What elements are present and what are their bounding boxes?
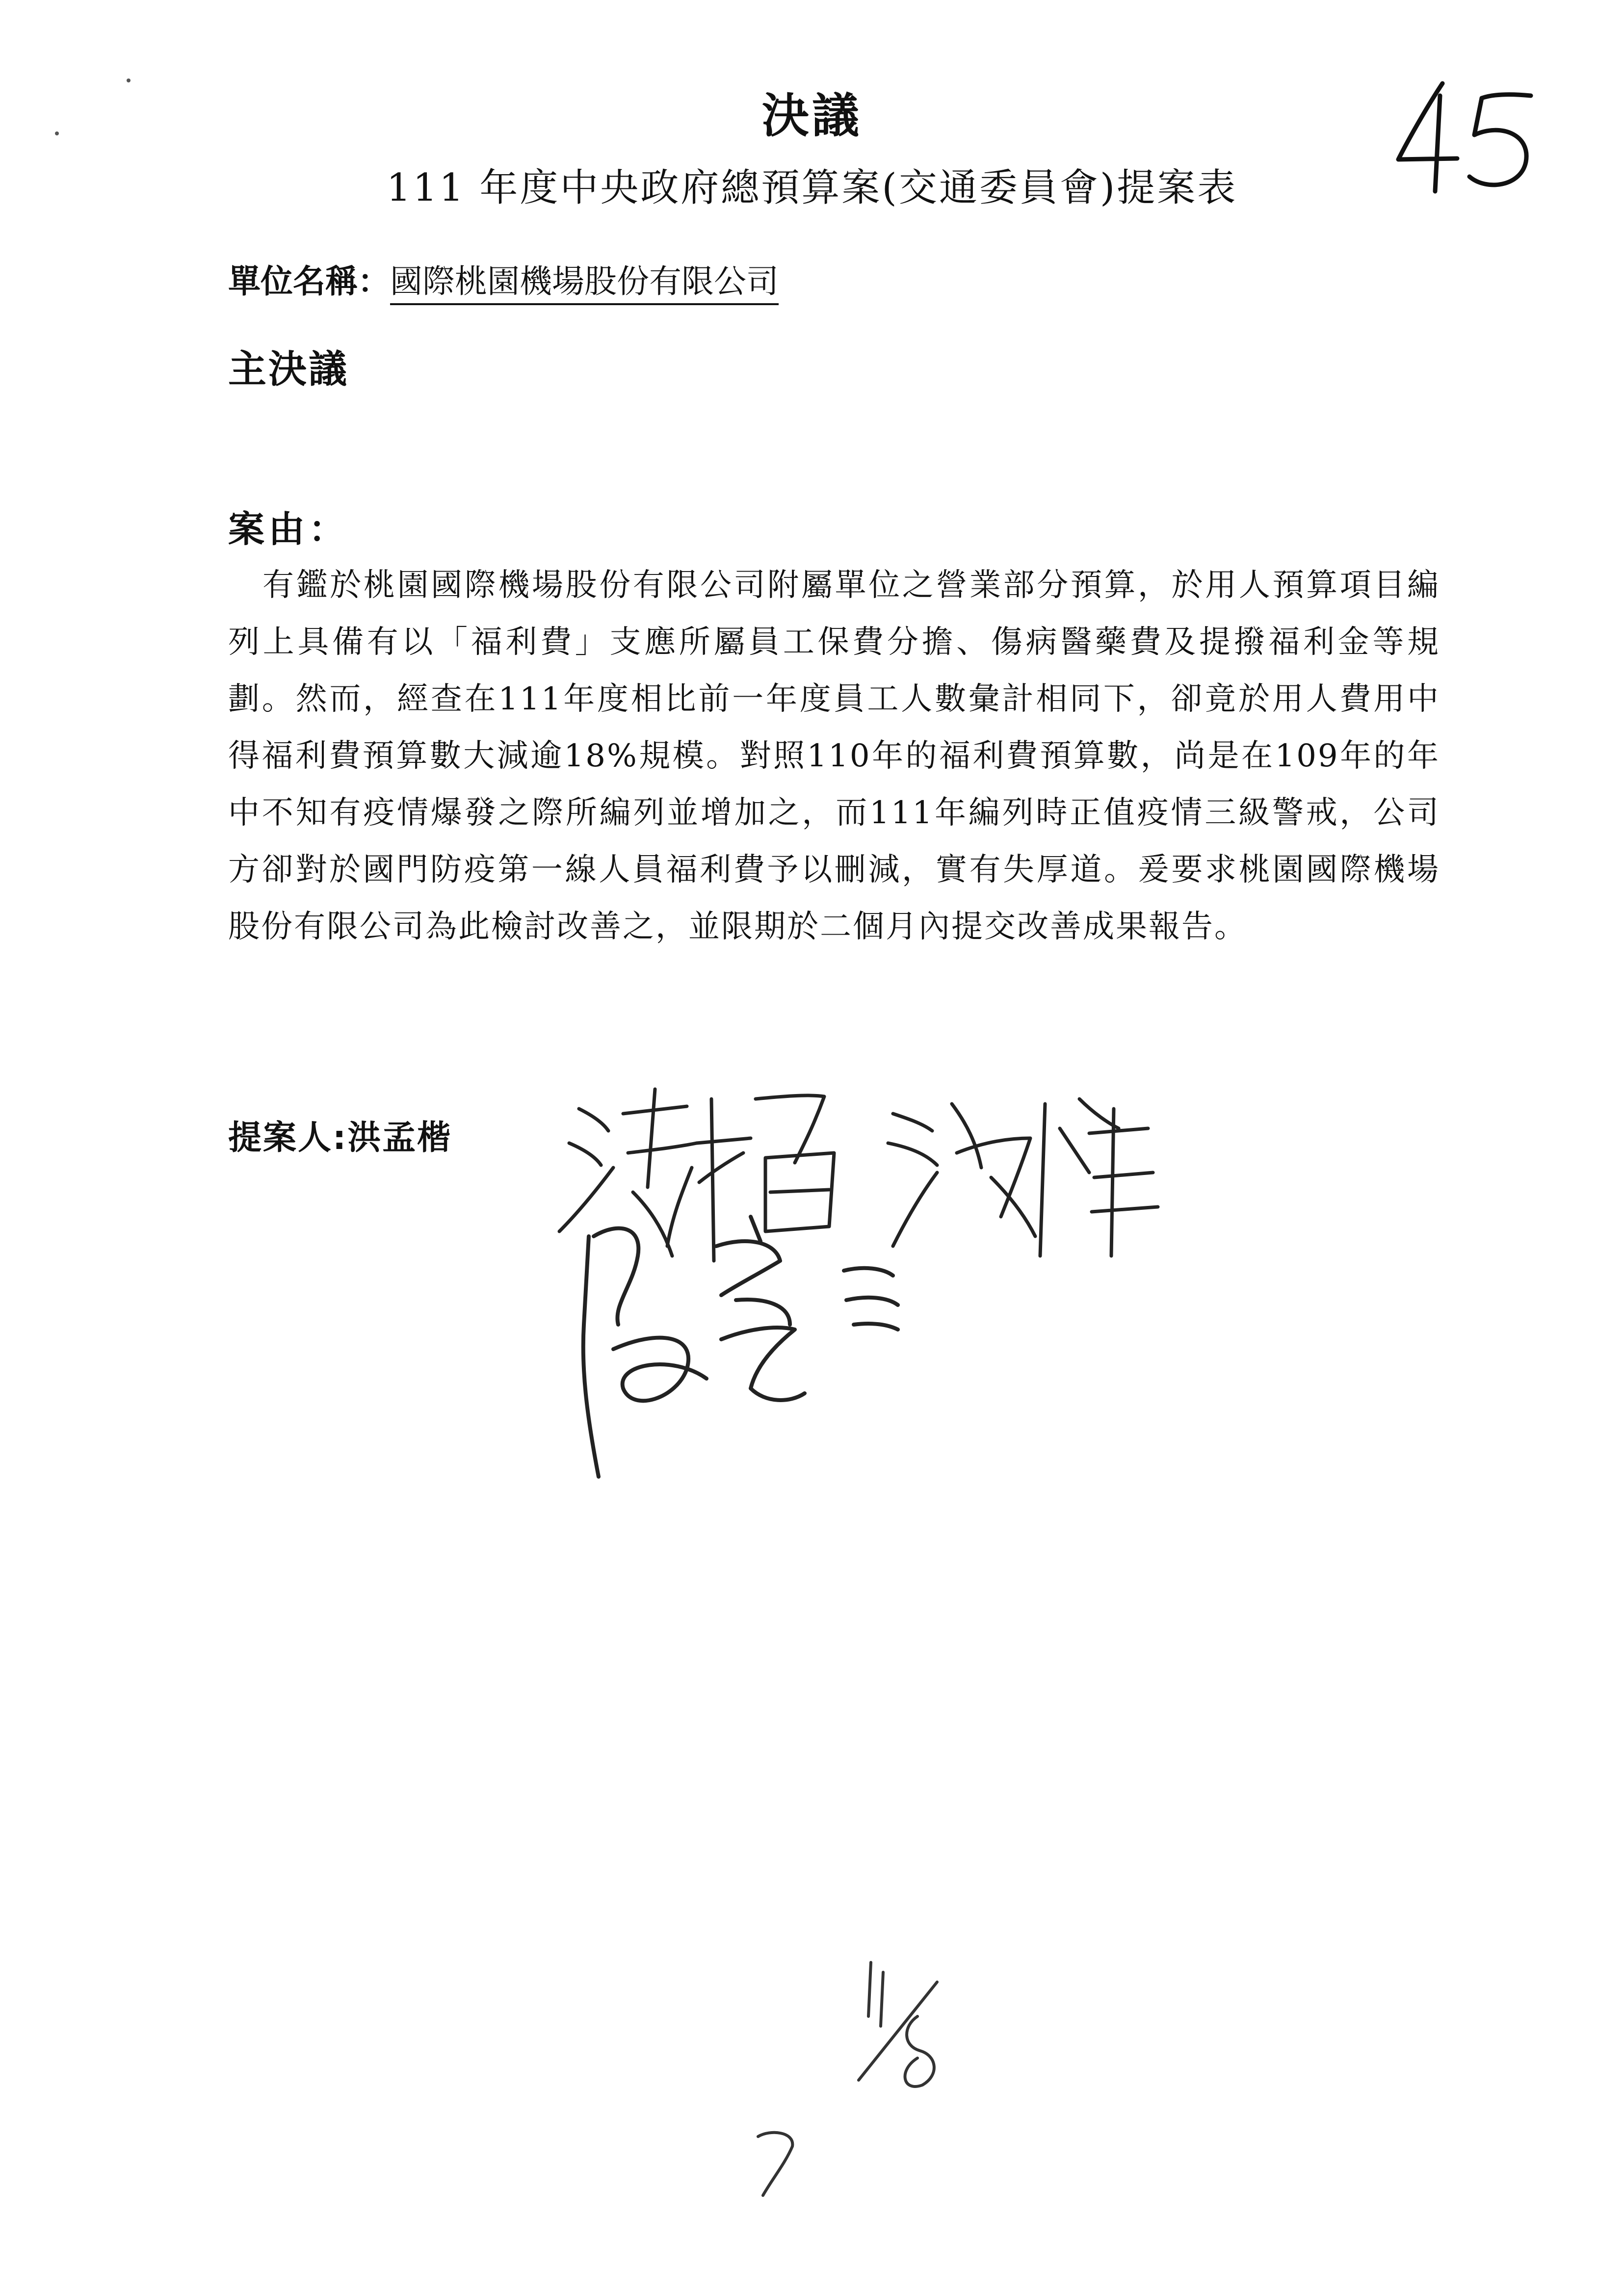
handwritten-date-note xyxy=(844,1953,952,2095)
proposer-row xyxy=(228,1111,452,1159)
mark-drawing xyxy=(751,2124,805,2203)
handwritten-page-number xyxy=(1388,76,1541,199)
handwritten-signatures-line-2 xyxy=(559,1207,913,1491)
unit-value: 國際桃園機場股份有限公司 xyxy=(390,262,779,305)
page-number-drawing xyxy=(1388,76,1541,199)
proposer-name: 洪孟楷 xyxy=(347,1119,452,1157)
main-resolution-heading: 主決議 xyxy=(228,347,349,391)
reason-heading: 案由： xyxy=(228,508,349,550)
stamp-title: 決議 xyxy=(762,88,862,143)
unit-name-row xyxy=(228,255,779,302)
date-note-drawing xyxy=(844,1953,952,2095)
unit-label: 單位名稱： xyxy=(228,262,390,300)
document-title: 111 年度中央政府總預算案(交通委員會)提案表 xyxy=(386,166,1238,210)
reason-body: 有鑑於桃園國際機場股份有限公司附屬單位之營業部分預算，於用人預算項目編列上具備有以「福利費」支應所屬員工保費分擔、傷病醫藥費及提撥福利金等規劃。然而，經查在111年度相比前一年度員工人數彙計相同下，卻竟於用人費用中得福利費預算數大減逾18%規模。對照110年的福利費預算數，尚是在109年的年中不知有疫情爆發之際所編列並增加之，而111年編列時正值疫情三級警戒，公司方卻對於國門防疫第一線人員福利費予以刪減，實有失厚道。爰要求桃園國際機場股份有限公司為此檢討改善之，並限期於二個月內提交改善成果報告。 xyxy=(228,567,1440,945)
signature-drawing xyxy=(559,1207,913,1491)
handwritten-mark xyxy=(751,2124,805,2203)
proposer-label: 提案人: xyxy=(228,1119,348,1157)
